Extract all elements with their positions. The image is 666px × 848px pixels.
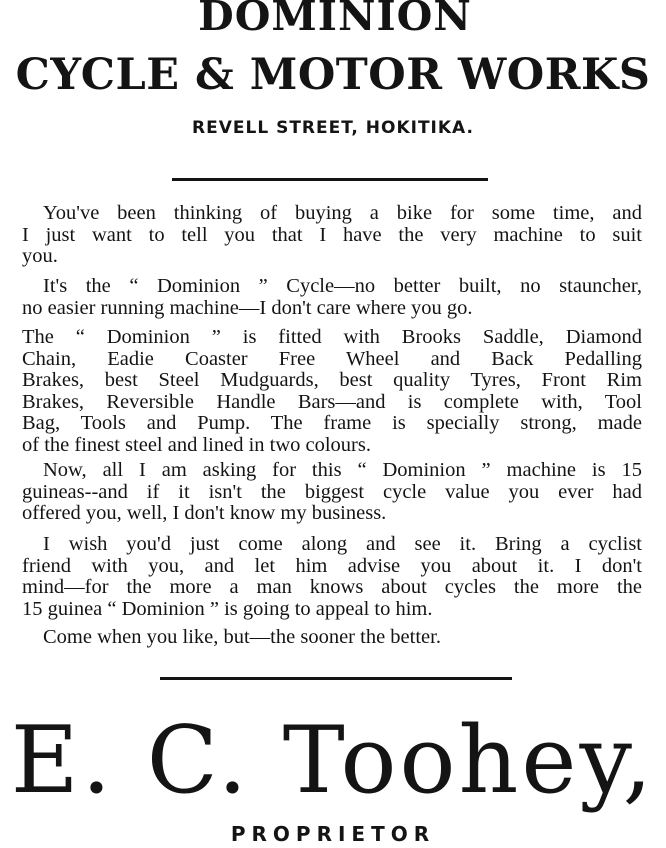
- text-line: 15 guinea “ Dominion ” is going to appeal to him.: [22, 597, 433, 620]
- paragraph-1: [22, 203, 642, 268]
- paragraph-2: [22, 276, 642, 319]
- business-name-line1: DOMINION: [198, 0, 472, 40]
- text-line: Bag, Tools and Pump. The frame is specially strong, made: [22, 412, 642, 435]
- paragraph-4: [22, 460, 642, 525]
- text-line: offered you, well, I don't know my business.: [22, 502, 387, 525]
- divider-bottom: [160, 677, 512, 680]
- text-line: Now, all I am asking for this “ Dominion ” machine is 15: [43, 459, 642, 481]
- paragraph-5: [22, 534, 642, 620]
- paragraph-6: [22, 627, 642, 649]
- text-line: Chain, Eadie Coaster Free Wheel and Back Pedalling: [22, 347, 642, 370]
- text-line: I wish you'd just come along and see it. Bring a cyclist: [43, 533, 642, 555]
- proprietor-name: E. C. Toohey,: [10, 706, 656, 814]
- text-line: Brakes, Reversible Handle Bars—and is complete with, Tool: [22, 390, 642, 413]
- text-line: mind—for the more a man knows about cycles the more the: [22, 576, 642, 599]
- text-line: no easier running machine—I don't care where you go.: [22, 296, 473, 319]
- text-line: of the finest steel and lined in two colours.: [22, 433, 371, 456]
- paragraph-3: [22, 327, 642, 457]
- text-line: Brakes, best Steel Mudguards, best quality Tyres, Front Rim: [22, 369, 642, 392]
- text-line: It's the “ Dominion ” Cycle—no better built, no stauncher,: [43, 275, 642, 297]
- address: REVELL STREET, HOKITIKA.: [192, 118, 474, 138]
- text-line: I just want to tell you that I have the very machine to suit: [22, 223, 642, 246]
- divider-top: [172, 178, 488, 181]
- proprietor-title: PROPRIETOR: [230, 822, 436, 846]
- text-line: Come when you like, but—the sooner the better.: [43, 626, 441, 648]
- text-line: You've been thinking of buying a bike for some time, and: [43, 202, 642, 224]
- text-line: you.: [22, 245, 58, 268]
- text-line: guineas--and if it isn't the biggest cycle value you ever had: [22, 480, 642, 503]
- text-line: The “ Dominion ” is fitted with Brooks Saddle, Diamond: [22, 326, 642, 348]
- text-line: friend with you, and let him advise you about it. I don't: [22, 554, 642, 577]
- business-name-line2: CYCLE & MOTOR WORKS: [15, 50, 651, 100]
